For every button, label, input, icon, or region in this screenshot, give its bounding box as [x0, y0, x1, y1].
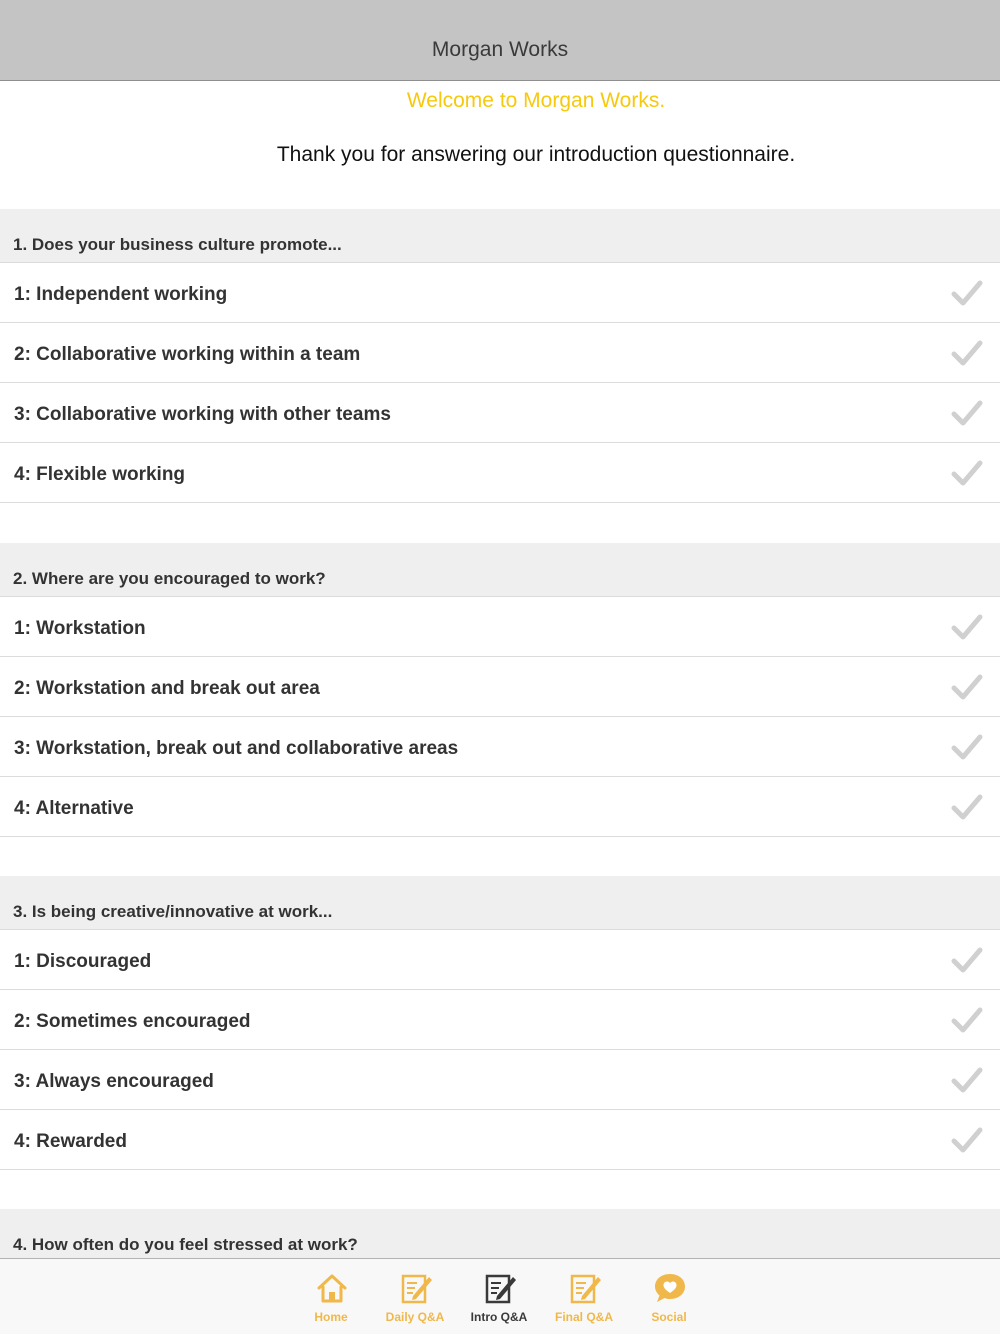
- question-section: [0, 209, 1000, 503]
- question-header: [0, 876, 1000, 930]
- tab-bar: [0, 1258, 1000, 1334]
- answer-option-label: 4: Rewarded: [14, 1131, 127, 1152]
- answer-option-label: 1: Workstation: [14, 618, 146, 639]
- speech-heart-icon: [653, 1271, 687, 1305]
- question-header: [0, 209, 1000, 263]
- tab-daily-qa[interactable]: [373, 1259, 457, 1334]
- checkmark-icon: [951, 1006, 983, 1034]
- page-title: Morgan Works: [431, 38, 569, 61]
- answer-option-label: 3: Always encouraged: [14, 1071, 214, 1092]
- answer-option-label: 2: Collaborative working within a team: [14, 344, 361, 365]
- checkmark-icon: [951, 459, 983, 487]
- answer-option[interactable]: [0, 263, 1000, 323]
- checkmark-icon: [951, 1126, 983, 1154]
- welcome-message: Welcome to Morgan Works.: [406, 89, 666, 112]
- answer-option[interactable]: [0, 717, 1000, 777]
- tab-label: Home: [314, 1310, 348, 1324]
- answer-option[interactable]: [0, 657, 1000, 717]
- checkmark-icon: [951, 733, 983, 761]
- tab-label: Social: [651, 1310, 687, 1324]
- question-header: [0, 1209, 1000, 1258]
- answer-option-label: 3: Collaborative working with other teams: [14, 404, 391, 425]
- intro-message: Thank you for answering our introduction questionnaire.: [276, 143, 796, 166]
- question-title: 4. How often do you feel stressed at work?: [13, 1235, 358, 1254]
- checkmark-icon: [951, 793, 983, 821]
- notepad-icon: [483, 1271, 517, 1305]
- tab-label: Intro Q&A: [470, 1310, 528, 1324]
- home-icon: [315, 1271, 349, 1305]
- tab-label: Final Q&A: [554, 1310, 613, 1324]
- checkmark-icon: [951, 946, 983, 974]
- answer-option-label: 1: Independent working: [14, 284, 228, 305]
- question-section: [0, 876, 1000, 1170]
- answer-option-label: 3: Workstation, break out and collaborative areas: [14, 738, 459, 759]
- answer-option-label: 1: Discouraged: [14, 951, 152, 972]
- checkmark-icon: [951, 279, 983, 307]
- answer-option-label: 4: Flexible working: [14, 464, 186, 485]
- tab-label: Daily Q&A: [385, 1310, 445, 1324]
- answer-option[interactable]: [0, 777, 1000, 837]
- notepad-icon: [568, 1271, 602, 1305]
- notepad-icon: [399, 1271, 433, 1305]
- nav-bar: [0, 0, 1000, 81]
- tab-home[interactable]: [289, 1259, 373, 1334]
- checkmark-icon: [951, 399, 983, 427]
- question-section: [0, 1209, 1000, 1258]
- question-title: 1. Does your business culture promote...: [13, 235, 342, 254]
- tab-intro-qa[interactable]: [457, 1259, 541, 1334]
- checkmark-icon: [951, 1066, 983, 1094]
- answer-option[interactable]: [0, 323, 1000, 383]
- question-section: [0, 543, 1000, 837]
- answer-option-label: 2: Sometimes encouraged: [14, 1011, 251, 1032]
- question-title: 3. Is being creative/innovative at work...: [13, 902, 333, 921]
- answer-option[interactable]: [0, 1110, 1000, 1170]
- answer-option[interactable]: [0, 930, 1000, 990]
- checkmark-icon: [951, 339, 983, 367]
- answer-option-label: 4: Alternative: [14, 798, 134, 819]
- questionnaire-scroll-area[interactable]: [0, 81, 1000, 1258]
- answer-option[interactable]: [0, 383, 1000, 443]
- checkmark-icon: [951, 673, 983, 701]
- tab-social[interactable]: [627, 1259, 711, 1334]
- question-title: 2. Where are you encouraged to work?: [13, 569, 326, 588]
- checkmark-icon: [951, 613, 983, 641]
- question-header: [0, 543, 1000, 597]
- answer-option[interactable]: [0, 1050, 1000, 1110]
- answer-option[interactable]: [0, 597, 1000, 657]
- answer-option[interactable]: [0, 443, 1000, 503]
- answer-option[interactable]: [0, 990, 1000, 1050]
- answer-option-label: 2: Workstation and break out area: [14, 678, 320, 699]
- tab-final-qa[interactable]: [542, 1259, 626, 1334]
